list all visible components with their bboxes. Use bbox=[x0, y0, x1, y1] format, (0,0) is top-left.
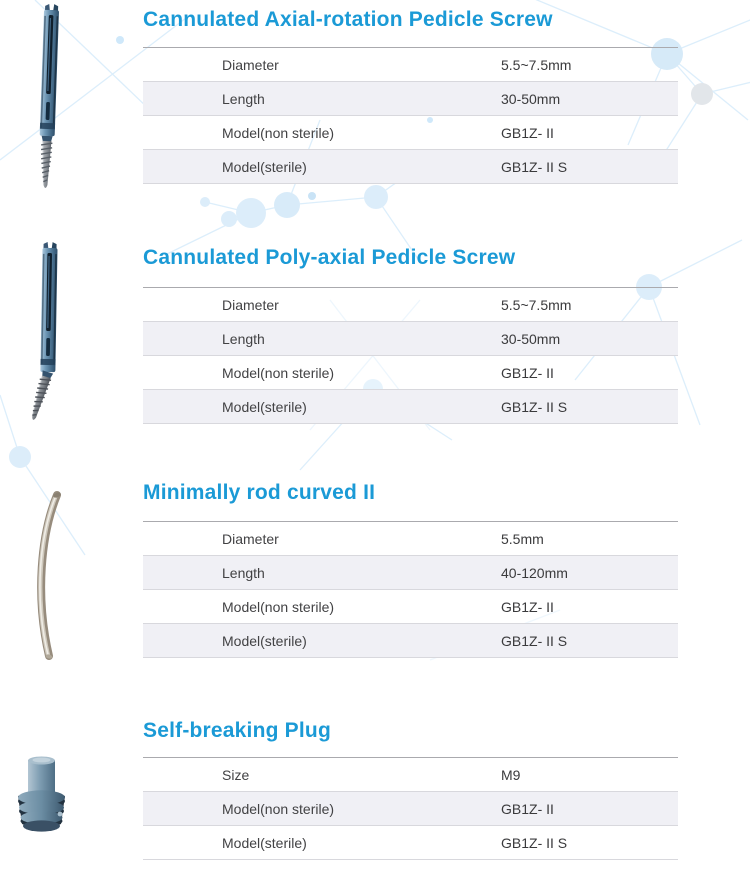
spec-value: 5.5mm bbox=[501, 530, 544, 547]
spec-row bbox=[143, 82, 678, 116]
spec-row bbox=[143, 150, 678, 184]
spec-label: Model(non sterile) bbox=[222, 800, 335, 817]
spec-value: GB1Z- II S bbox=[501, 632, 568, 649]
product-image-axial-screw bbox=[16, 2, 80, 192]
product-image-plug bbox=[8, 752, 72, 840]
spec-table bbox=[143, 287, 678, 424]
product-title: Minimally rod curved II bbox=[143, 481, 376, 504]
spec-value: M9 bbox=[501, 766, 521, 783]
spec-row bbox=[143, 590, 678, 624]
product-image-curved-rod bbox=[22, 488, 74, 664]
spec-row bbox=[143, 322, 678, 356]
spec-label: Model(sterile) bbox=[222, 834, 307, 851]
spec-value: 30-50mm bbox=[501, 90, 561, 107]
spec-row bbox=[143, 792, 678, 826]
spec-value: GB1Z- II bbox=[501, 364, 554, 381]
spec-value: GB1Z- II S bbox=[501, 158, 568, 175]
spec-label: Diameter bbox=[222, 56, 279, 73]
spec-table bbox=[143, 757, 678, 860]
spec-label: Size bbox=[222, 766, 250, 783]
spec-value: 40-120mm bbox=[501, 564, 568, 581]
spec-value: 5.5~7.5mm bbox=[501, 56, 572, 73]
spec-label: Length bbox=[222, 564, 265, 581]
spec-row bbox=[143, 826, 678, 860]
spec-value: GB1Z- II bbox=[501, 800, 554, 817]
spec-row bbox=[143, 356, 678, 390]
product-image-polyaxial-screw bbox=[16, 240, 80, 430]
spec-label: Model(sterile) bbox=[222, 632, 307, 649]
product-title: Cannulated Poly-axial Pedicle Screw bbox=[143, 246, 516, 269]
spec-label: Diameter bbox=[222, 296, 279, 313]
product-title: Cannulated Axial-rotation Pedicle Screw bbox=[143, 8, 553, 31]
spec-label: Model(non sterile) bbox=[222, 598, 335, 615]
spec-row bbox=[143, 390, 678, 424]
spec-row bbox=[143, 288, 678, 322]
spec-label: Model(non sterile) bbox=[222, 364, 335, 381]
spec-label: Length bbox=[222, 90, 265, 107]
spec-row bbox=[143, 556, 678, 590]
spec-table bbox=[143, 521, 678, 658]
spec-value: 5.5~7.5mm bbox=[501, 296, 572, 313]
spec-table bbox=[143, 47, 678, 184]
spec-label: Model(non sterile) bbox=[222, 124, 335, 141]
spec-row bbox=[143, 522, 678, 556]
spec-value: GB1Z- II bbox=[501, 598, 554, 615]
spec-label: Model(sterile) bbox=[222, 158, 307, 175]
product-title: Self-breaking Plug bbox=[143, 719, 331, 742]
spec-row bbox=[143, 624, 678, 658]
spec-value: 30-50mm bbox=[501, 330, 561, 347]
spec-row bbox=[143, 116, 678, 150]
spec-label: Diameter bbox=[222, 530, 279, 547]
spec-row bbox=[143, 48, 678, 82]
spec-value: GB1Z- II S bbox=[501, 834, 568, 851]
spec-value: GB1Z- II bbox=[501, 124, 554, 141]
spec-label: Length bbox=[222, 330, 265, 347]
spec-label: Model(sterile) bbox=[222, 398, 307, 415]
spec-row bbox=[143, 758, 678, 792]
spec-value: GB1Z- II S bbox=[501, 398, 568, 415]
